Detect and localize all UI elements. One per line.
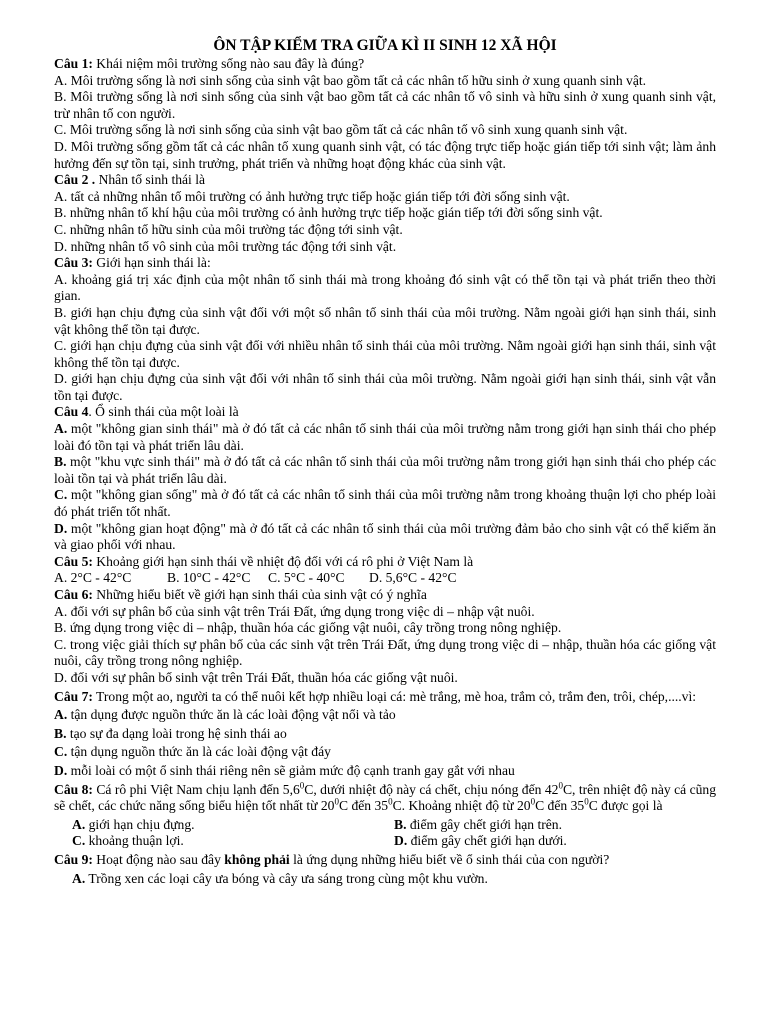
question-1-option-c: C. Môi trường sống là nơi sinh sống của sinh vật bao gồm tất cả các nhân tố vô sinh xung quanh sinh vật.: [54, 122, 628, 138]
question-8-option-a: [72, 817, 394, 834]
superscript: 0: [388, 796, 393, 807]
question-5-options: [54, 570, 716, 587]
question-7-text: Trong một ao, người ta có thể nuôi kết hợp nhiều loại cá: mè trắng, mè hoa, trắm cỏ, trắm đen, trôi, chép,....vì:: [92, 688, 697, 704]
option-label: D.: [54, 520, 68, 536]
question-7-option-d: [54, 763, 716, 780]
option-text: tận dụng được nguồn thức ăn là các loài động vật nổi và tảo: [67, 707, 396, 723]
question-2-option-a: A. tất cả những nhân tố môi trường có ảnh hưởng trực tiếp hoặc gián tiếp tới đời sống sinh vật.: [54, 188, 570, 204]
question-8-text: Cá rô phi Việt Nam chịu lạnh đến 5,6: [92, 781, 300, 797]
question-9: [54, 852, 716, 869]
question-3-option-a: A. khoảng giá trị xác định của một nhân tố sinh thái mà trong khoảng đó sinh vật có thể tồn tại và phát triển theo thời gian.: [54, 271, 716, 304]
option-text: Trồng xen các loại cây ưa bóng và cây ưa sáng trong cùng một khu vườn.: [85, 870, 488, 886]
question-6-text: Những hiểu biết về giới hạn sinh thái của sinh vật có ý nghĩa: [92, 587, 427, 602]
option-label: A.: [54, 421, 68, 437]
question-4-option-b: [54, 454, 716, 487]
option-text: tạo sự đa dạng loài trong hệ sinh thái ao: [66, 725, 287, 741]
option-text: một "khu vực sinh thái" mà ở đó tất cả các nhân tố sinh thái của môi trường nằm trong giới hạn sinh thái cho phép các loài tồn tại và phát triển lâu dài.: [54, 454, 716, 486]
question-8-number: Câu 8:: [54, 781, 93, 797]
option-text: tận dụng nguồn thức ăn là các loài động vật đáy: [67, 744, 331, 760]
question-5-text: Khoảng giới hạn sinh thái về nhiệt độ đối với cá rô phi ở Việt Nam là: [92, 553, 474, 569]
question-4-number: Câu 4: [54, 404, 89, 420]
question-6-number: Câu 6:: [54, 587, 93, 602]
question-3-option-b: B. giới hạn chịu đựng của sinh vật đối với một số nhân tố sinh thái của môi trường. Nằm ngoài giới hạn sinh thái, sinh vật không thể tồn tại được.: [54, 304, 716, 337]
question-8-text: C, trên nhiệt độ này cá cũng sẽ chết, các chức năng sống biểu hiện tốt nhất từ 20: [54, 781, 717, 814]
question-8-text: C đến 35: [535, 798, 585, 814]
option-label: B.: [394, 816, 407, 832]
question-6-option-d: D. đối với sự phân bố sinh vật trên Trái Đất, thuần hóa các giống vật nuôi.: [54, 669, 458, 685]
option-text: khoảng thuận lợi.: [85, 833, 184, 849]
option-text: điểm gây chết giới hạn trên.: [406, 816, 563, 832]
question-7: [54, 689, 716, 706]
option-text: giới hạn chịu đựng.: [85, 816, 195, 832]
option-label: A.: [54, 707, 68, 723]
question-7-option-b: [54, 726, 716, 743]
option-label: D.: [54, 762, 68, 778]
question-2: [54, 172, 716, 189]
superscript: 0: [299, 780, 305, 790]
option-text: một "không gian hoạt động" mà ở đó tất cả các nhân tố sinh thái của môi trường đảm bảo cho sinh vật có thể kiếm ăn và giao phối với nhau.: [54, 520, 716, 553]
superscript: 0: [530, 796, 536, 807]
question-9-text: là ứng dụng những hiểu biết về ổ sinh thái của con người?: [289, 851, 610, 867]
question-8-text: C được gọi là: [588, 798, 663, 814]
question-3: [54, 255, 716, 272]
question-8: [54, 782, 716, 815]
question-3-number: Câu 3:: [54, 255, 93, 271]
question-3-text: Giới hạn sinh thái là:: [92, 255, 211, 271]
question-8-text: C. Khoảng nhiệt độ từ 20: [392, 798, 531, 814]
option-label: B.: [54, 454, 67, 470]
option-label: B.: [54, 725, 67, 741]
question-3-option-c: C. giới hạn chịu đựng của sinh vật đối với nhiều nhân tố sinh thái của môi trường. Nằm ngoài giới hạn sinh thái, sinh vật không thể tồn tại được.: [54, 338, 716, 370]
option-text: điểm gây chết giới hạn dưới.: [407, 833, 567, 849]
question-4-option-c: [54, 487, 716, 520]
question-5-option-d: D. 5,6°C - 42°C: [369, 570, 457, 586]
question-2-text: Nhân tố sinh thái là: [95, 172, 206, 188]
superscript: 0: [334, 796, 339, 807]
question-2-number: Câu 2 .: [54, 172, 96, 188]
option-label: C.: [54, 744, 68, 760]
option-label: D.: [394, 833, 408, 849]
question-8-options-row-2: [54, 833, 716, 850]
question-8-option-d: [394, 833, 716, 850]
question-9-option-a: [54, 871, 716, 888]
question-8-option-c: [72, 833, 394, 850]
question-9-emphasis: không phải: [224, 851, 290, 867]
question-7-option-a: [54, 707, 716, 724]
superscript: 0: [558, 780, 563, 790]
question-1-option-a: A. Môi trường sống là nơi sinh sống của sinh vật bao gồm tất cả các nhân tố hữu sinh ở xung quanh sinh vật.: [54, 72, 647, 88]
superscript: 0: [584, 796, 589, 807]
question-6-option-c: C. trong việc giải thích sự phân bố của các sinh vật trên Trái Đất, ứng dụng trong việc di – nhập, thuần hóa các giống vật nuôi, cây trồng trong nông nghiệp.: [54, 636, 716, 669]
question-8-options-row-1: [54, 817, 716, 834]
option-text: một "không gian sinh thái" mà ở đó tất cả các nhân tố sinh thái của môi trường nằm trong giới hạn sinh thái cho phép loài đó tồn tại và phát triển lâu dài.: [54, 421, 716, 453]
question-4: [54, 404, 716, 421]
question-1-number: Câu 1:: [54, 56, 93, 71]
question-5-option-b: B. 10°C - 42°C: [167, 570, 251, 586]
question-1: [54, 56, 716, 73]
question-4-option-d: [54, 521, 716, 554]
question-8-text: C, dưới nhiệt độ này cá chết, chịu nóng đến 42: [304, 781, 559, 797]
question-8-text: C đến 35: [338, 798, 389, 814]
option-label: A.: [72, 816, 86, 832]
question-2-option-d: D. những nhân tố vô sinh của môi trường tác động tới sinh vật.: [54, 238, 397, 254]
option-text: một "không gian sống" mà ở đó tất cả các nhân tố sinh thái của môi trường nằm trong khoảng thuận lợi cho phép loài đó phát triển tốt nhất.: [54, 487, 716, 520]
question-2-option-b: B. những nhân tố khí hậu của môi trường có ảnh hưởng trực tiếp hoặc gián tiếp tới đời sống sinh vật.: [54, 205, 603, 221]
question-4-option-a: [54, 421, 716, 454]
question-3-option-d: D. giới hạn chịu đựng của sinh vật đối với nhân tố sinh thái của môi trường. Nằm ngoài giới hạn sinh thái, sinh vật vẫn tồn tại được.: [54, 371, 716, 403]
question-6-option-a: A. đối với sự phân bố của sinh vật trên Trái Đất, ứng dụng trong việc di – nhập vật nuôi.: [54, 603, 535, 619]
question-6: [54, 587, 716, 604]
option-label: A.: [72, 870, 86, 886]
question-1-text: Khái niệm môi trường sống nào sau đây là đúng?: [92, 56, 365, 71]
question-4-text: . Ổ sinh thái của một loài là: [88, 404, 239, 420]
question-5: [54, 554, 716, 571]
question-8-option-b: [394, 817, 716, 834]
page-title: ÔN TẬP KIỂM TRA GIỮA KÌ II SINH 12 XÃ HỘI: [213, 37, 557, 54]
question-6-option-b: B. ứng dụng trong việc di – nhập, thuần hóa các giống vật nuôi, cây trồng trong nông nghiệp.: [54, 620, 562, 636]
question-5-number: Câu 5:: [54, 553, 93, 569]
option-label: C.: [72, 833, 86, 849]
option-text: mỗi loài có một ổ sinh thái riêng nên sẽ giảm mức độ cạnh tranh gay gắt với nhau: [67, 762, 515, 778]
option-label: C.: [54, 487, 68, 503]
question-9-text: Hoạt động nào sau đây: [92, 851, 225, 867]
question-7-option-c: [54, 744, 716, 761]
question-5-option-c: C. 5°C - 40°C: [268, 570, 345, 586]
question-5-option-a: A. 2°C - 42°C: [54, 570, 132, 586]
question-7-number: Câu 7:: [54, 688, 93, 704]
question-9-number: Câu 9:: [54, 851, 93, 867]
question-1-option-b: B. Môi trường sống là nơi sinh sống của sinh vật bao gồm tất cả các nhân tố vô sinh và hữu sinh ở xung quanh sinh vật, trừ nhân tố con người.: [54, 89, 716, 121]
question-2-option-c: C. những nhân tố hữu sinh của môi trường tác động tới sinh vật.: [54, 221, 403, 237]
question-1-option-d: D. Môi trường sống gồm tất cả các nhân tố xung quanh sinh vật, có tác động trực tiếp hoặc gián tiếp tới sinh vật; làm ảnh hưởng đến sự tồn tại, sinh trưởng, phát triển và những hoạt động khác của sinh vật.: [54, 138, 716, 171]
